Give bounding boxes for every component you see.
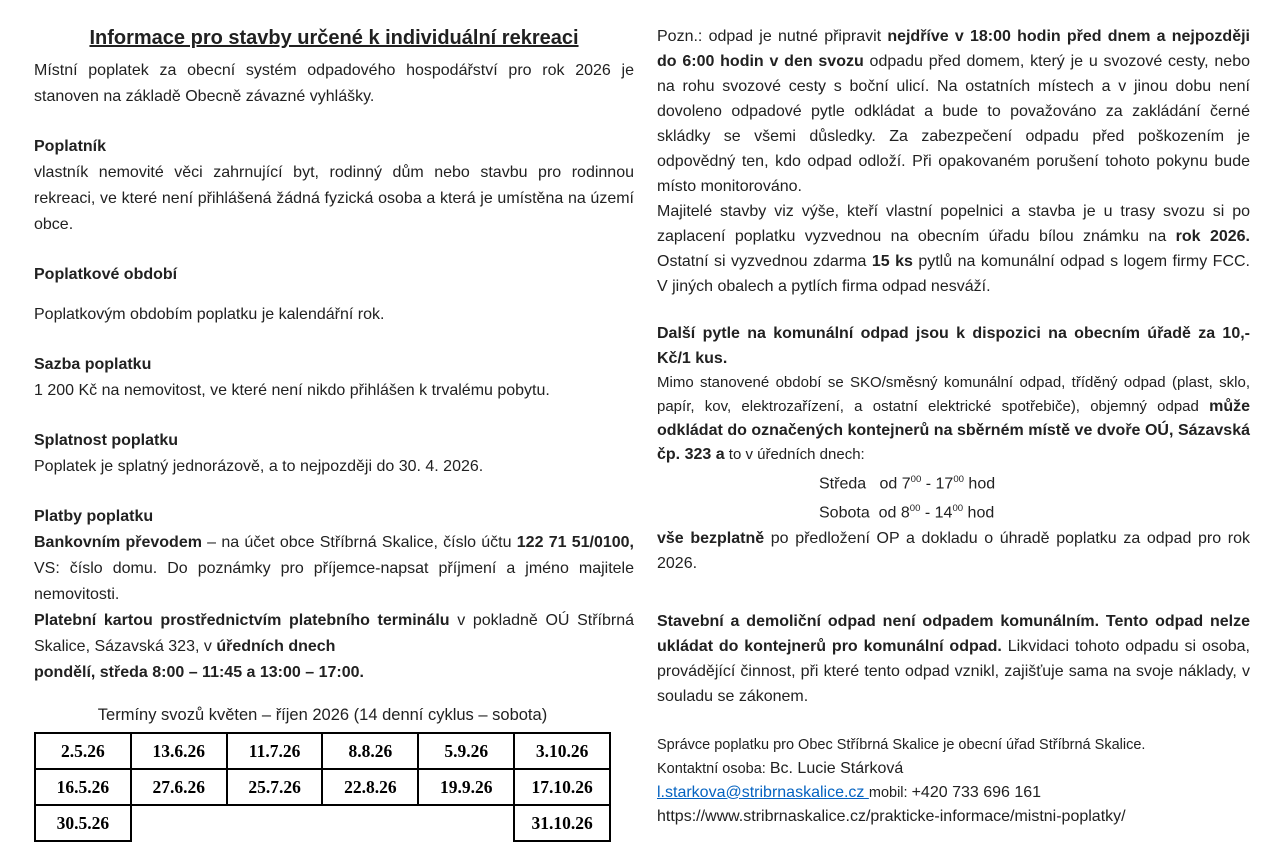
section-heading-payer: Poplatník	[34, 138, 107, 155]
date-cell: 31.10.26	[514, 805, 610, 841]
section-body-rate: 1 200 Kč na nemovitost, ve které není nikdo přihlášen k trvalému pobytu.	[34, 382, 550, 399]
section-body-due: Poplatek je splatný jednorázově, a to nejpozději do 30. 4. 2026.	[34, 458, 484, 475]
document-title: Informace pro stavby určené k individuální rekreaci	[89, 27, 579, 49]
date-cell: 22.8.26	[322, 769, 418, 805]
date-cell: 13.6.26	[131, 733, 227, 769]
payment-method-card: Platební kartou prostřednictvím platebního terminálu v pokladně OÚ Stříbrná Skalice, Sázavská 323, v úředních dnech	[34, 612, 634, 655]
website-url: https://www.stribrnaskalice.cz/prakticke-informace/mistni-poplatky/	[657, 807, 1126, 825]
contact-person-line: Kontaktní osoba: Bc. Lucie Stárková	[657, 759, 904, 777]
empty-cell	[131, 805, 514, 841]
owners-paragraph: Majitelé stavby viz výše, kteří vlastní popelnici a stavba je u trasy svozu si po zaplacení poplatku vyzvednou na obecním úřadu bílou známku na rok 2026. Ostatní si vyzvednou zdarma 15 ks pytlů na komunální odpad s logem firmy FCC. V jiných obalech a pytlích firma odpad nesváží.	[657, 203, 1251, 295]
intro-paragraph: Místní poplatek za obecní systém odpadového hospodářství pro rok 2026 je stanoven na základě Obecně závazné vyhlášky.	[34, 62, 634, 105]
section-heading-period: Poplatkové období	[34, 266, 178, 283]
collection-table	[34, 732, 611, 842]
note-paragraph: Pozn.: odpad je nutné připravit nejdříve v 18:00 hodin před dnem a nejpozději do 6:00 hodin v den svozu odpadu před domem, který je u svozové cesty, nebo na rohu svozové cesty s boční ulicí. Na ostatních místech a v jinou dobu není dovoleno odpadové pytle odkládat a bude to považováno za zakládání černé skládky se všemi důsledky. Za zabezpečení odpadu před poškozením je odpovědný ten, kdo odpad odloží. Při opakovaném porušení tohoto pokynu bude místo monitorováno.	[657, 28, 1250, 195]
contact-email-line: l.starkova@stribrnaskalice.cz mobil: +420 733 696 161	[657, 783, 1042, 801]
schedule-line-saturday: Sobota od $8^{00} - 14^{00}$ hod	[819, 503, 995, 522]
fee-administrator-line: Správce poplatku pro Obec Stříbrná Skalice je obecní úřad Stříbrná Skalice.	[657, 736, 1146, 753]
payment-office-hours: pondělí, středa 8:00 – 11:45 a 13:00 – 17:00.	[34, 664, 364, 681]
date-cell: 11.7.26	[227, 733, 323, 769]
right-column	[657, 24, 1250, 842]
left-column	[34, 24, 634, 842]
section-body-payer: vlastník nemovité věci zahrnující byt, rodinný dům nebo stavbu pro rodinnou rekreaci, ve které není přihlášená žádná fyzická osoba a která je umístěna na území obce.	[34, 164, 634, 233]
date-cell: 25.7.26	[227, 769, 323, 805]
date-cell: 27.6.26	[131, 769, 227, 805]
section-heading-rate: Sazba poplatku	[34, 356, 152, 373]
footer-contact-block	[657, 733, 1250, 829]
email-link[interactable]: l.starkova@stribrnaskalice.cz	[657, 783, 869, 801]
collection-table-title: Termíny svozů květen – říjen 2026 (14 denní cyklus – sobota)	[97, 706, 548, 724]
date-cell: 17.10.26	[514, 769, 610, 805]
date-cell: 16.5.26	[35, 769, 131, 805]
table-row	[35, 733, 610, 769]
free-of-charge-note: vše bezplatně po předložení OP a dokladu o úhradě poplatku za odpad pro rok 2026.	[657, 529, 1250, 572]
section-heading-due: Splatnost poplatku	[34, 432, 178, 449]
section-body-period: Poplatkovým obdobím poplatku je kalendářní rok.	[34, 306, 385, 323]
section-heading-payment: Platby poplatku	[34, 508, 154, 525]
date-cell: 3.10.26	[514, 733, 610, 769]
date-cell: 5.9.26	[418, 733, 514, 769]
date-cell: 8.8.26	[322, 733, 418, 769]
offseason-paragraph: Mimo stanovené období se SKO/směsný komunální odpad, tříděný odpad (plast, sklo, papír, kov, elektrozařízení, a ostatní elektrické spotřebiče), objemný odpad může odkládat do označených kontejnerů na sběrném místě ve dvoře OÚ, Sázavská čp. 323 a to v úředních dnech:	[657, 374, 1250, 463]
table-row	[35, 769, 610, 805]
schedule-line-wednesday: Středa od $7^{00} - 17^{00}$ hod	[819, 474, 996, 493]
payment-method-bank: Bankovním převodem – na účet obce Stříbrná Skalice, číslo účtu 122 71 51/0100, VS: číslo domu. Do poznámky pro příjemce-napsat příjmení a jméno majitele nemovitosti.	[34, 534, 635, 603]
date-cell: 19.9.26	[418, 769, 514, 805]
construction-waste-paragraph: Stavební a demoliční odpad není odpadem komunálním. Tento odpad nelze ukládat do kontejnerů pro komunální odpad. Likvidaci tohoto odpadu si osoba, provádějící činnost, při které tento odpad vznikl, zajišťuje sama na svoje náklady, v souladu se zákonem.	[657, 612, 1250, 705]
extra-bags-paragraph: Další pytle na komunální odpad jsou k dispozici na obecním úřadě za 10,- Kč/1 kus.	[657, 325, 1250, 367]
date-cell: 2.5.26	[35, 733, 131, 769]
table-row	[35, 805, 610, 841]
date-cell: 30.5.26	[35, 805, 131, 841]
